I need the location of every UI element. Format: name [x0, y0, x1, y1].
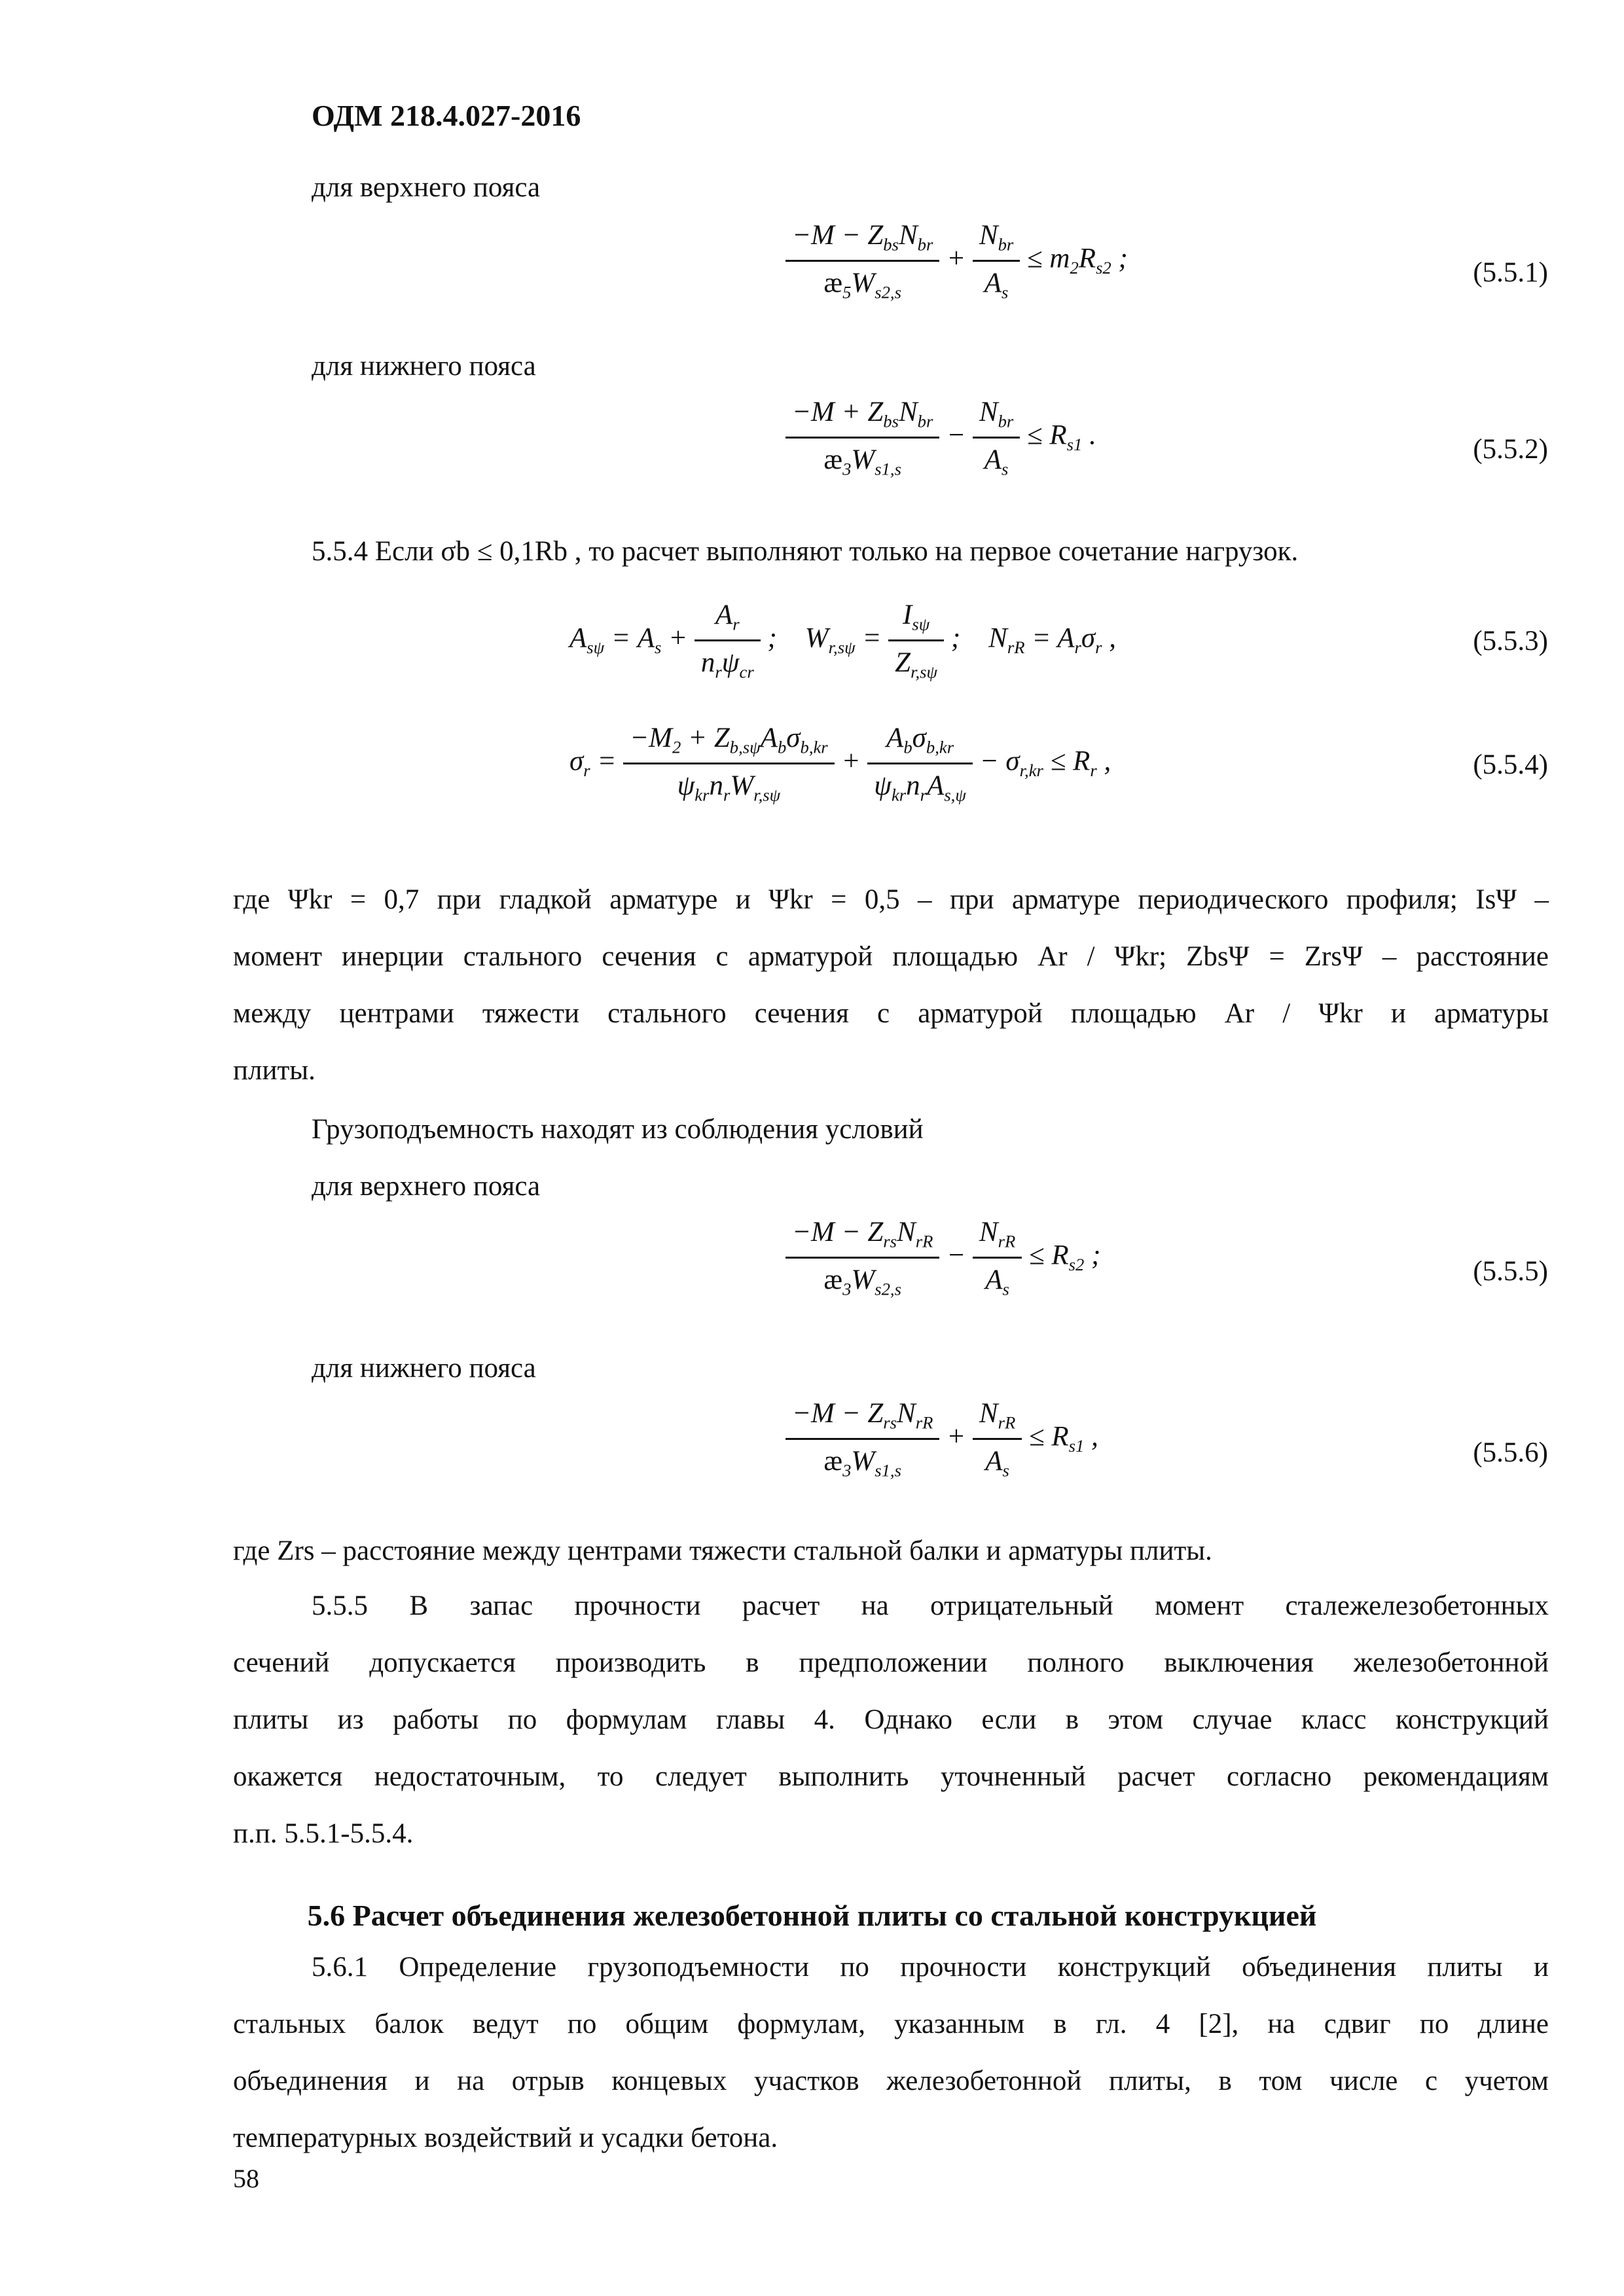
equation-number: (5.5.5)	[1473, 1256, 1548, 1287]
paragraph-5-5-4: 5.5.4 Если σb ≤ 0,1Rb , то расчет выполняют только на первое сочетание нагрузок.	[312, 536, 1299, 567]
equation-number: (5.5.3)	[1473, 626, 1548, 656]
capacity-line: Грузоподъемность находят из соблюдения условий	[312, 1114, 924, 1145]
equation-number: (5.5.2)	[1473, 434, 1548, 465]
formula-5-5-1: $\frac{-M - Z_{bs}N_{br}}{æ_5W_{s2,s}}$ + $\frac{N_{br}}{A_s}$ ≤ $m_2R_{s2}$ ;	[785, 219, 1128, 303]
formula-5-5-4: $\sigma_r$ = $\frac{-M_2 + Z_{b,s\psi}A_b\sigma_{b,kr}}{\psi_{kr}n_rW_{r,s\psi}}$ + $\frac{A_b\sigma_{b,kr}}{\psi_{kr}n_rA_{s,\psi}}$ − $\sigma_{r,kr} \le R_r$ ,	[569, 723, 1111, 805]
page-number: 58	[233, 2164, 259, 2193]
formula-5-5-5: $\frac{-M - Z_{rs}N_{rR}}{æ_3W_{s2,s}}$ − $\frac{N_{rR}}{A_s}$ ≤ $R_{s2}$ ;	[785, 1216, 1100, 1300]
paragraph-5-6-1-line-3: объединения и на отрыв концевых участков железобетонной плиты, в том числе с учетом	[233, 2066, 1549, 2096]
paragraph-5-5-5-line-4: окажется недостаточным, то следует выполнить уточненный расчет согласно рекомендациям	[233, 1761, 1549, 1792]
equation-number: (5.5.4)	[1473, 749, 1548, 780]
section-title: 5.6 Расчет объединения железобетонной плиты со стальной конструкцией	[307, 1899, 1317, 1932]
label-upper-chord: для верхнего пояса	[312, 172, 541, 203]
label-lower-chord: для нижнего пояса	[312, 1353, 536, 1384]
formula-5-5-2: $\frac{-M + Z_{bs}N_{br}}{æ_3W_{s1,s}}$ − $\frac{N_{br}}{A_s}$ ≤ $R_{s1}$ .	[785, 396, 1096, 480]
paragraph-5-5-5-line-2: сечений допускается производить в предположении полного выключения железобетонной	[233, 1647, 1549, 1678]
where-line-4: плиты.	[233, 1055, 316, 1086]
where-line-1: где Ψkr = 0,7 при гладкой арматуре и Ψkr = 0,5 – при арматуре периодического профиля; IsΨ –	[233, 884, 1549, 915]
formula-5-5-3: $A_{s\psi} = A_s$ + $\frac{A_r}{n_r\psi_{cr}}$ ; $W_{r,s\psi}$ = $\frac{I_{s\psi}}{Z_{r,s\psi}}$ ; $N_{rR} = A_r\sigma_r$ ,	[569, 600, 1116, 682]
paragraph-5-6-1-line-1: 5.6.1 Определение грузоподъемности по прочности конструкций объединения плиты и	[312, 1952, 1549, 1982]
where-zrs: где Zrs – расстояние между центрами тяжести стальной балки и арматуры плиты.	[233, 1535, 1212, 1566]
equation-number: (5.5.6)	[1473, 1437, 1548, 1468]
where-line-2: момент инерции стального сечения с арматурой площадью Ar / Ψkr; ZbsΨ = ZrsΨ – расстояние	[233, 941, 1549, 972]
document-code: ОДМ 218.4.027-2016	[312, 99, 581, 132]
label-upper-chord: для верхнего пояса	[312, 1171, 541, 1202]
paragraph-5-5-5-line-5: п.п. 5.5.1-5.5.4.	[233, 1818, 414, 1849]
paragraph-5-5-5-line-1: 5.5.5 В запас прочности расчет на отрицательный момент сталежелезобетонных	[312, 1590, 1549, 1621]
paragraph-5-6-1-line-4: температурных воздействий и усадки бетона.	[233, 2123, 778, 2153]
formula-5-5-6: $\frac{-M - Z_{rs}N_{rR}}{æ_3W_{s1,s}}$ + $\frac{N_{rR}}{A_s}$ ≤ $R_{s1}$ ,	[785, 1397, 1098, 1481]
where-line-3: между центрами тяжести стального сечения с арматурой площадью Ar / Ψkr и арматуры	[233, 998, 1549, 1029]
paragraph-5-5-5-line-3: плиты из работы по формулам главы 4. Однако если в этом случае класс конструкций	[233, 1704, 1549, 1735]
paragraph-5-6-1-line-2: стальных балок ведут по общим формулам, указанным в гл. 4 [2], на сдвиг по длине	[233, 2009, 1549, 2039]
label-lower-chord: для нижнего пояса	[312, 351, 536, 382]
equation-number: (5.5.1)	[1473, 257, 1548, 288]
